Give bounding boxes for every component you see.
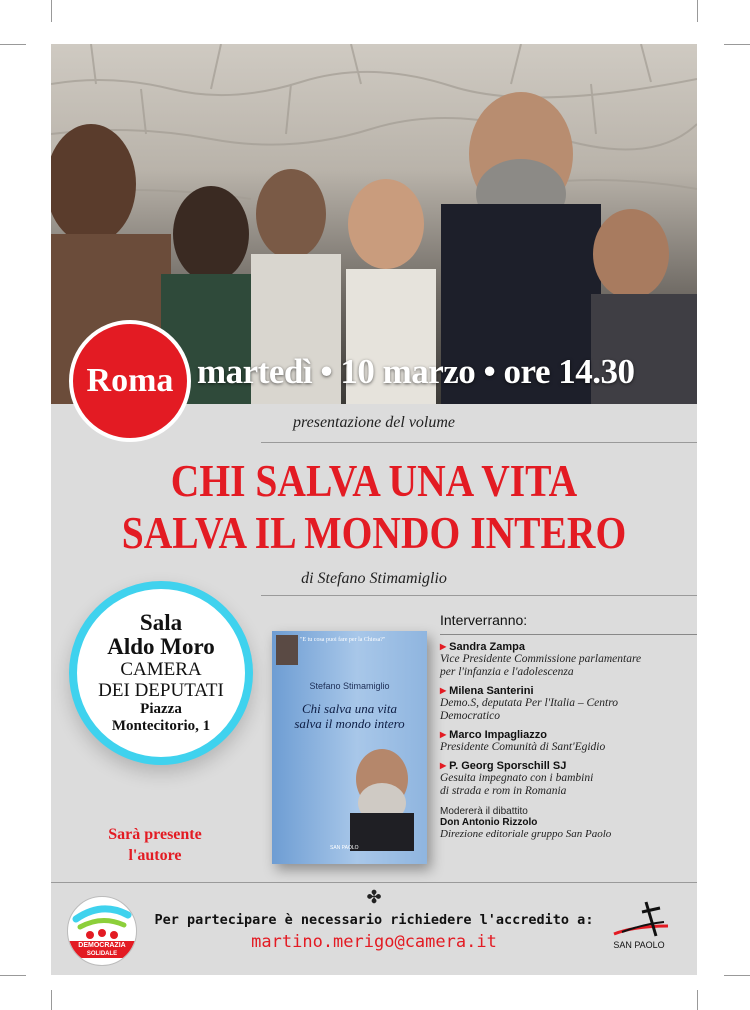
speaker-item — [440, 685, 697, 723]
san-paolo-emblem-icon — [604, 896, 674, 940]
speakers-list — [440, 612, 697, 840]
speaker-name: ▶ P. Georg Sporschill SJ — [440, 760, 697, 772]
speakers-heading: Interverranno: — [440, 612, 697, 635]
venue-line: Aldo Moro — [107, 634, 215, 659]
moderator-block — [440, 806, 697, 840]
logo-text: SOLIDALE — [68, 950, 136, 958]
crop-mark — [697, 990, 698, 1010]
crop-mark — [0, 44, 26, 45]
speaker-name: ▶ Marco Impagliazzo — [440, 729, 697, 741]
poster — [51, 44, 697, 975]
speaker-role: Demo.S, deputata Per l'Italia – Centro — [440, 697, 619, 709]
author-present-line: l'autore — [128, 847, 182, 864]
moderator-name: Don Antonio Rizzolo — [440, 817, 538, 828]
san-paolo-logo — [604, 896, 674, 956]
speaker-name: ▶ Sandra Zampa — [440, 641, 697, 653]
footer-divider — [51, 882, 697, 883]
crop-mark — [51, 990, 52, 1010]
crop-mark — [724, 975, 750, 976]
san-paolo-label: SAN PAOLO — [613, 940, 665, 950]
logo-text: DEMOCRAZIA — [68, 941, 136, 950]
crop-mark — [51, 0, 52, 22]
crop-mark — [0, 975, 26, 976]
crop-mark — [697, 0, 698, 22]
book-cover-title — [272, 701, 427, 731]
moderator-label: Modererà il dibattito — [440, 806, 528, 817]
speaker-item — [440, 729, 697, 754]
book-publisher: SAN PAOLO — [330, 845, 359, 851]
speaker-role: Presidente Comunità di Sant'Egidio — [440, 741, 606, 753]
event-date-time: martedì • 10 marzo • ore 14.30 — [197, 352, 635, 391]
contact-email[interactable]: martino.merigo@camera.it — [251, 932, 497, 952]
democrazia-solidale-logo — [67, 896, 137, 966]
venue-line: Sala — [139, 610, 183, 635]
book-cover-title-line: Chi salva una vita — [302, 701, 397, 716]
book-quote: "E tu cosa puoi fare per la Chiesa?" — [300, 637, 386, 643]
speaker-role: Vice Presidente Commissione parlamentare — [440, 653, 642, 665]
moderator-role: Direzione editoriale gruppo San Paolo — [440, 828, 612, 840]
author-present-line: Sarà presente — [108, 826, 202, 843]
author-present-note — [85, 824, 225, 866]
book-title-line-1: CHI SALVA UNA VITA — [170, 455, 578, 506]
divider — [261, 442, 697, 443]
speaker-name: ▶ Milena Santerini — [440, 685, 697, 697]
venue-line: CAMERA — [120, 659, 202, 680]
crop-mark — [724, 44, 750, 45]
intro-text: presentazione del volume — [292, 414, 456, 431]
book-cover-title-line: salva il mondo intero — [294, 716, 405, 731]
book-cover — [272, 631, 427, 864]
venue-line: Montecitorio, 1 — [111, 718, 211, 734]
venue-line: DEI DEPUTATI — [98, 680, 224, 701]
accreditation-note: Per partecipare è necessario richiedere l'accredito a: — [154, 912, 594, 928]
speaker-role: per l'infanzia e l'adolescenza — [440, 666, 574, 678]
book-title-line-2: SALVA IL MONDO INTERO — [121, 507, 627, 558]
ornament-icon: ✤ — [366, 887, 382, 907]
speaker-role: Gesuita impegnato con i bambini — [440, 772, 594, 784]
author-portrait-thumbnail — [276, 635, 298, 665]
divider — [261, 595, 697, 596]
author-line: di Stefano Stimamiglio — [301, 570, 447, 587]
city-label: Roma — [86, 362, 174, 399]
book-cover-author: Stefano Stimamiglio — [309, 681, 390, 691]
speaker-role: Democratico — [440, 710, 501, 722]
speaker-item — [440, 760, 697, 798]
venue-badge — [69, 581, 253, 765]
speaker-item — [440, 641, 697, 679]
priest-portrait — [342, 741, 422, 851]
venue-line: Piazza — [140, 701, 182, 717]
speaker-role: di strada e rom in Romania — [440, 785, 567, 797]
